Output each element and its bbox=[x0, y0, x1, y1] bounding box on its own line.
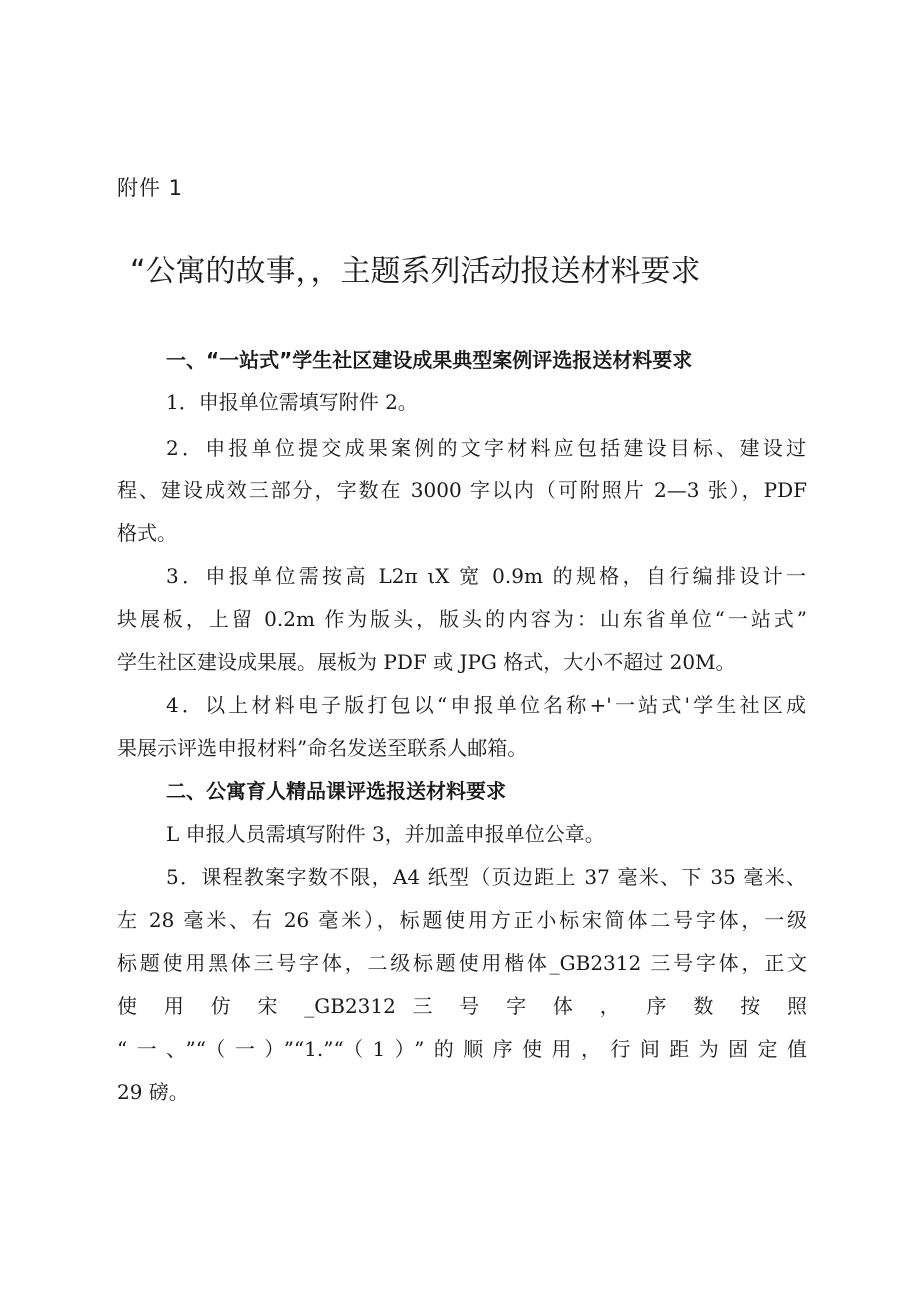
s2-item5-line3: 标题使用黑体三号字体，二级标题使用楷体_GB2312 三号字体，正文 bbox=[117, 951, 807, 975]
s1-item3-line1: 3．申报单位需按高 L2π ιX 宽 0.9m 的规格，自行编排设计一 bbox=[166, 564, 806, 588]
section-1-heading: 一、“一站式”学生社区建设成果典型案例评选报送材料要求 bbox=[166, 348, 693, 372]
document-title: “公寓的故事，，主题系列活动报送材料要求 bbox=[130, 254, 701, 289]
attachment-label: 附件 1 bbox=[117, 176, 184, 200]
s1-item2-line2: 程、建设成效三部分，字数在 3000 字以内（可附照片 2—3 张），PDF bbox=[117, 478, 807, 502]
s1-item4-line1: 4．以上材料电子版打包以“申报单位名称+'一站式'学生社区成 bbox=[166, 693, 806, 717]
s1-item2-line3: 格式。 bbox=[117, 521, 177, 545]
s1-item3-line3: 学生社区建设成果展。展板为 PDF 或 JPG 格式，大小不超过 20M。 bbox=[117, 650, 736, 674]
s1-item1: 1．申报单位需填写附件 2。 bbox=[166, 390, 418, 414]
s2-item5-line6: 29 磅。 bbox=[117, 1080, 189, 1104]
s1-item3-line2: 块展板，上留 0.2m 作为版头，版头的内容为：山东省单位“一站式” bbox=[117, 607, 807, 631]
s1-item4-line2: 果展示评选申报材料”命名发送至联系人邮箱。 bbox=[117, 736, 528, 760]
s2-item5-line1: 5．课程教案字数不限，A4 纸型（页边距上 37 毫米、下 35 毫米、 bbox=[166, 865, 806, 889]
s2-item1: L 申报人员需填写附件 3，并加盖申报单位公章。 bbox=[166, 822, 605, 846]
section-2-heading: 二、公寓育人精品课评选报送材料要求 bbox=[166, 779, 506, 803]
s2-item5-line4: 使 用 仿 宋 _GB2312 三 号 字 体 ， 序 数 按 照 bbox=[117, 994, 807, 1018]
s2-item5-line5: “一、”“（一）”“1.”“（1）”的顺序使用，行间距为固定值 bbox=[117, 1037, 807, 1061]
s2-item5-line2: 左 28 毫米、右 26 毫米），标题使用方正小标宋简体二号字体，一级 bbox=[117, 908, 807, 932]
s1-item2-line1: 2．申报单位提交成果案例的文字材料应包括建设目标、建设过 bbox=[166, 436, 806, 460]
